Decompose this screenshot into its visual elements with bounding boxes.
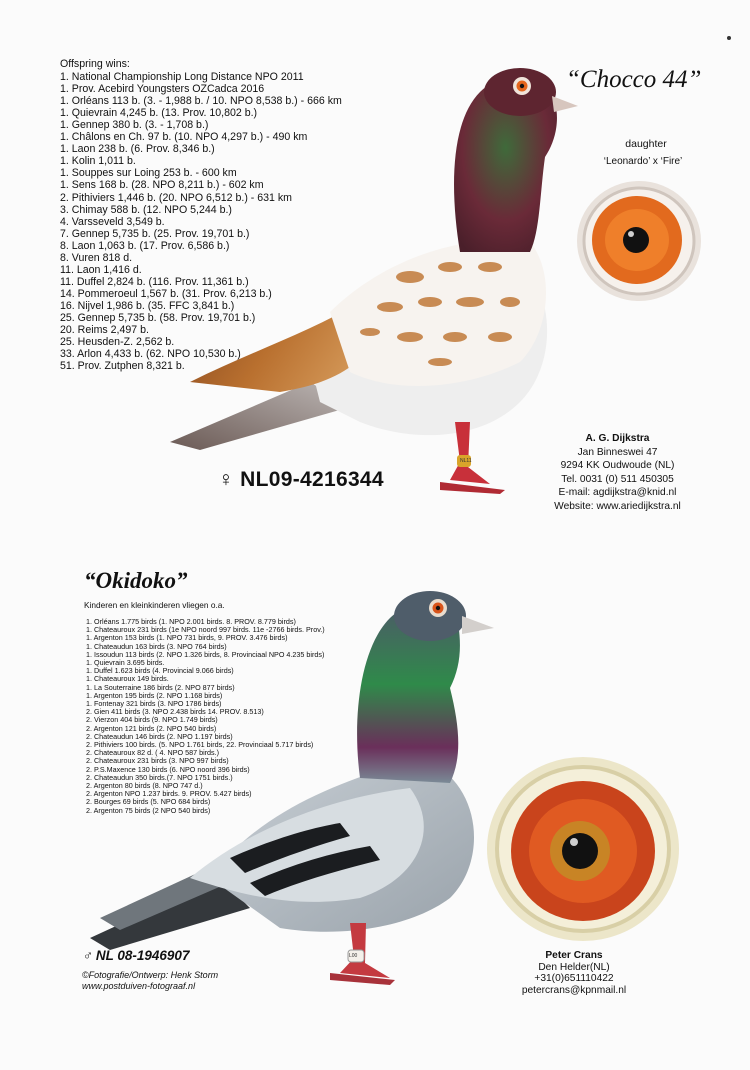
credits-line: ©Fotografie/Ontwerp: Henk Storm	[82, 970, 219, 980]
photo-credits	[82, 970, 218, 992]
okidoko-wins-list	[86, 618, 325, 815]
owner-street: Jan Binneswei 47	[577, 446, 658, 458]
okidoko-leg-band: L00	[349, 953, 358, 959]
win-line: 2. Chateauroux 231 birds (3. NPO 997 birds)	[86, 756, 229, 766]
win-line: 11. Duffel 2,824 b. (116. Prov. 11,361 b.)	[60, 275, 249, 288]
win-line: 1. Orléans 1.775 birds (1. NPO 2.001 birds. 8. PROV. 8.779 birds)	[86, 617, 296, 626]
win-line: 2. Chateauroux 82 d. ( 4. NPO 587 birds.)	[86, 748, 220, 758]
win-line: 2. P.S.Maxence 130 birds (6. NPO noord 396 birds)	[86, 764, 250, 774]
chocco-ring-number: ♀ NL09-4216344	[218, 468, 384, 491]
win-line: 2. Pithiviers 1,446 b. (20. NPO 6,512 b.) - 631 km	[60, 191, 292, 204]
owner-email: E-mail: agdijkstra@knid.nl	[558, 487, 677, 498]
owner-tel: Tel. 0031 (0) 511 450305	[561, 473, 674, 485]
win-line: 2. Pithiviers 100 birds. (5. NPO 1.761 birds, 22. Provinciaal 5.717 birds)	[86, 740, 314, 750]
win-line: 1. Chateauroux 149 birds.	[86, 674, 169, 684]
credits-website: www.postduiven-fotograaf.nl	[82, 981, 196, 991]
win-line: 1. Duffel 1.623 birds (4. Provincial 9.066 birds)	[86, 666, 234, 676]
win-line: 1. Chateauroux 231 birds (1e NPO noord 997 birds. 11e -2766 birds. Prov.)	[86, 625, 325, 635]
win-line: 2. Gien 411 birds (3. NPO 2.438 birds 14. PROV. 8.513)	[86, 707, 264, 717]
win-line: 8. Laon 1,063 b. (17. Prov. 6,586 b.)	[60, 239, 230, 252]
win-line: 1. Kolin 1,011 b.	[60, 155, 136, 168]
okidoko-name: “Okidoko”	[84, 568, 188, 593]
win-line: 2. Argenton 121 birds (2. NPO 540 birds)	[86, 723, 217, 733]
chocco-leg-band: NL11	[460, 458, 472, 464]
chocco-owner	[520, 432, 715, 513]
win-line: 8. Vuren 818 d.	[60, 251, 133, 264]
chocco-eye-closeup	[576, 180, 702, 302]
win-line: 1. Chateaudun 163 birds (3. NPO 764 birds)	[86, 641, 227, 651]
win-line: 1. Orléans 113 b. (3. - 1,988 b. / 10. NPO 8,538 b.) - 666 km	[60, 95, 342, 108]
offspring-heading: Offspring wins:	[60, 58, 130, 70]
owner-name: Peter Crans	[545, 950, 603, 961]
chocco-pigeon-photo	[160, 62, 580, 502]
okidoko-subtitle: Kinderen en kleinkinderen vliegen o.a.	[84, 600, 225, 610]
win-line: 2. Chateaudun 146 birds (2. NPO 1.197 birds)	[86, 731, 233, 741]
win-line: 2. Argenton 80 birds (8. NPO 747 d.)	[86, 781, 203, 791]
win-line: 1. Prov. Acebird Youngsters OZCadca 2016	[60, 83, 265, 96]
win-line: 25. Heusden-Z. 2,562 b.	[60, 336, 175, 349]
win-line: 7. Gennep 5,735 b. (25. Prov. 19,701 b.)	[60, 227, 250, 240]
win-line: 1. Châlons en Ch. 97 b. (10. NPO 4,297 b.) - 490 km	[60, 131, 308, 144]
win-line: 1. Issoudun 113 birds (2. NPO 1.326 birds, 8. Provinciaal NPO 4.235 birds)	[86, 649, 325, 659]
owner-website: Website: www.ariedijkstra.nl	[554, 500, 681, 512]
win-line: 2. Chateaudun 350 birds.(7. NPO 1751 birds.)	[86, 772, 233, 782]
win-line: 1. La Souterraine 186 birds (2. NPO 877 birds)	[86, 682, 235, 692]
owner-phone: +31(0)651110422	[534, 973, 614, 984]
win-line: 33. Arlon 4,433 b. (62. NPO 10,530 b.)	[60, 348, 241, 361]
okidoko-eye-closeup	[486, 756, 680, 942]
owner-name: A. G. Dijkstra	[585, 433, 650, 444]
win-line: 16. Nijvel 1,986 b. (35. FFC 3,841 b.)	[60, 299, 235, 312]
owner-email: petercrans@kpnmail.nl	[521, 984, 627, 996]
win-line: 1. Argenton 153 birds (1. NPO 731 birds, 9. PROV. 3.476 birds)	[86, 633, 288, 643]
win-line: 2. Bourges 69 birds (5. NPO 684 birds)	[86, 797, 211, 807]
chocco-parents: ‘Leonardo’ x ‘Fire’	[603, 156, 683, 167]
win-line: 2. Argenton NPO 1.237 birds. 9. PROV. 5.427 birds)	[86, 789, 252, 799]
win-line: 1. Souppes sur Loing 253 b. - 600 km	[60, 167, 237, 180]
okidoko-owner	[502, 950, 646, 996]
chocco-relation: daughter	[625, 138, 667, 150]
win-line: 51. Prov. Zutphen 8,321 b.	[60, 360, 185, 373]
win-line: 20. Reims 2,497 b.	[60, 324, 149, 337]
owner-city: Den Helder(NL)	[538, 961, 610, 973]
win-line: 1. Gennep 380 b. (3. - 1,708 b.)	[60, 119, 209, 132]
okidoko-ring-number: ♂ NL 08-1946907	[82, 948, 190, 963]
chocco-name: “Chocco 44”	[566, 66, 702, 93]
win-line: 2. Argenton 75 birds (2 NPO 540 birds)	[86, 805, 211, 815]
win-line: 1. Argenton 195 birds (2. NPO 1.168 birds)	[86, 690, 223, 700]
owner-city: 9294 KK Oudwoude (NL)	[560, 460, 675, 471]
win-line: 14. Pommeroeul 1,567 b. (31. Prov. 6,213 b.)	[60, 287, 272, 300]
win-line: 3. Chimay 588 b. (12. NPO 5,244 b.)	[60, 203, 232, 216]
win-line: 25. Gennep 5,735 b. (58. Prov. 19,701 b.)	[60, 311, 256, 324]
win-line: 11. Laon 1,416 d.	[60, 263, 142, 276]
win-line: 1. Laon 238 b. (6. Prov. 8,346 b.)	[60, 143, 215, 156]
win-line: 1. Fontenay 321 birds (3. NPO 1786 birds)	[86, 699, 222, 709]
win-line: 1. Quievrain 3.695 birds.	[86, 658, 165, 668]
win-line: 2. Vierzon 404 birds (9. NPO 1.749 birds)	[86, 715, 218, 725]
win-line: 1. Quievrain 4,245 b. (13. Prov. 10,802 b.)	[60, 107, 258, 120]
win-line: 1. Sens 168 b. (28. NPO 8,211 b.) - 602 km	[60, 179, 264, 192]
win-line: 1. National Championship Long Distance NPO 2011	[60, 71, 304, 84]
win-line: 4. Varsseveld 3,549 b.	[60, 215, 165, 228]
